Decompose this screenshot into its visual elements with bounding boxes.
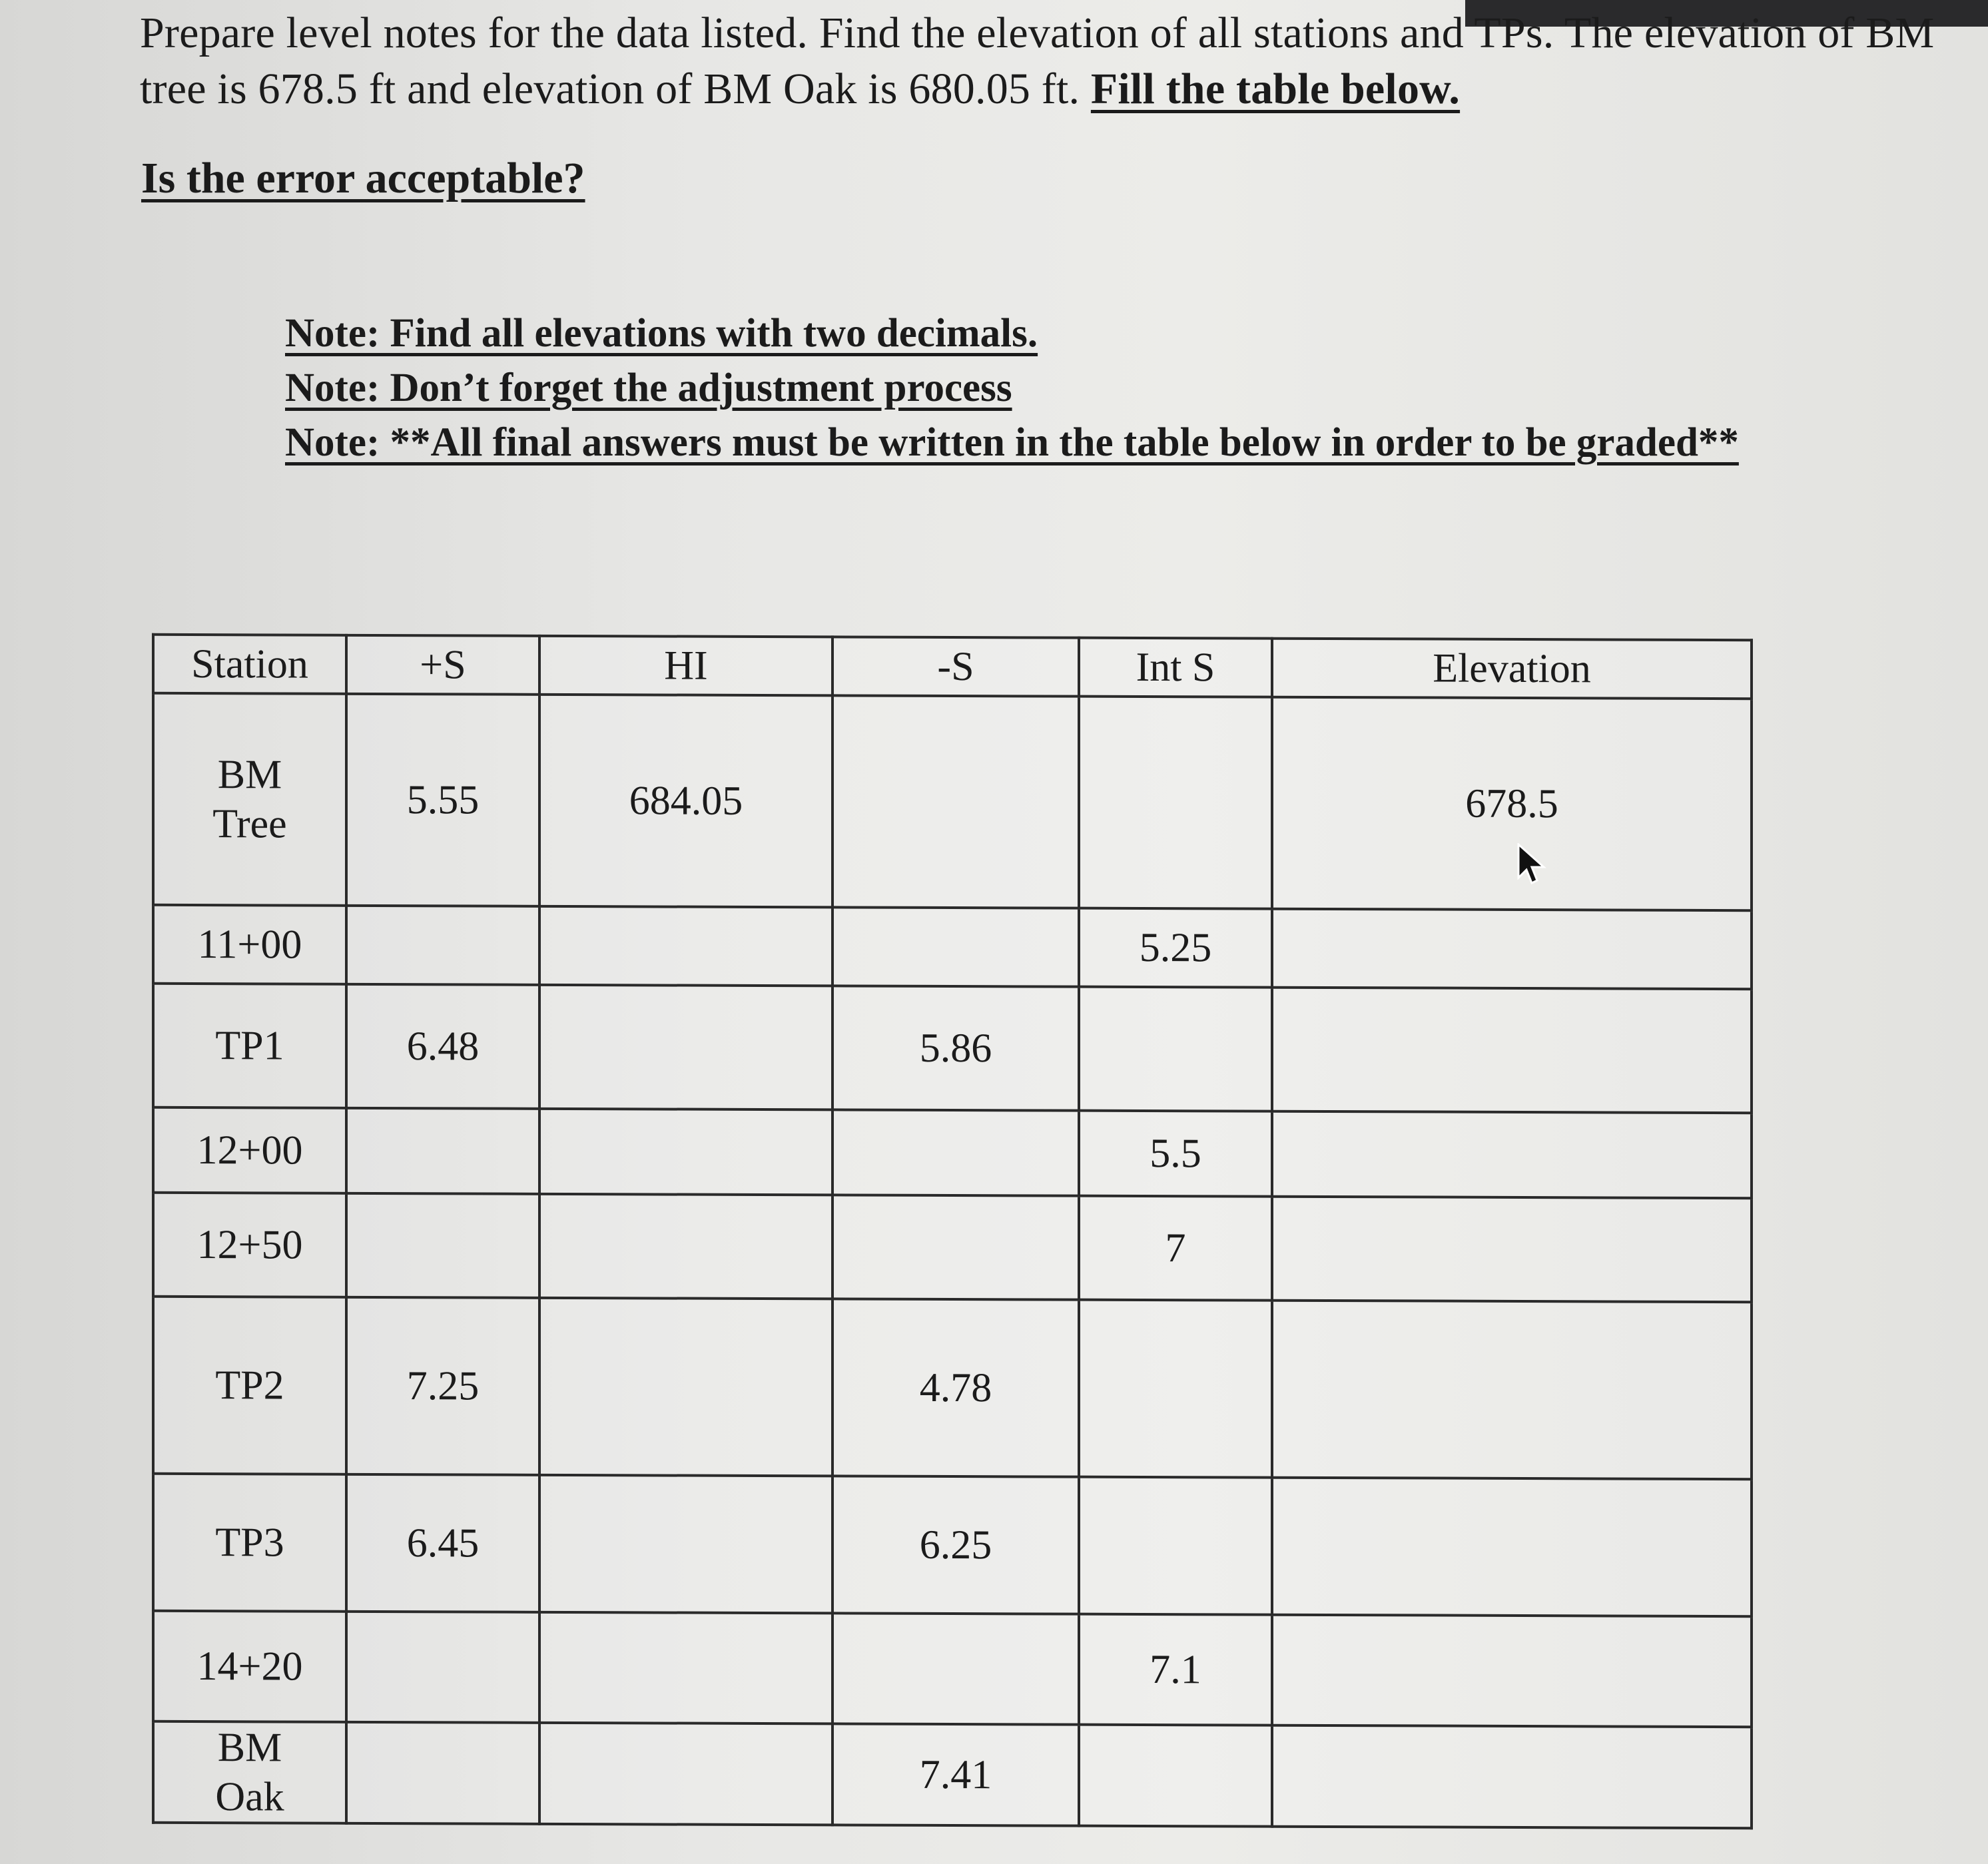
int-s-cell[interactable] (1079, 1300, 1272, 1478)
int-s-cell[interactable]: 5.5 (1079, 1111, 1272, 1197)
int-s-cell[interactable] (1079, 1725, 1272, 1827)
table-header-row (153, 635, 1752, 699)
plus-s-cell[interactable] (346, 1612, 539, 1723)
hi-cell[interactable] (539, 985, 832, 1110)
minus-s-cell[interactable] (832, 1195, 1079, 1299)
plus-s-cell[interactable]: 6.45 (346, 1474, 539, 1612)
minus-s-cell[interactable] (832, 1613, 1079, 1724)
note-grading: Note: **All final answers must be written in the table below in order to be graded** (285, 420, 1739, 465)
notes-block (285, 306, 1739, 470)
station-cell: BM Tree (153, 693, 346, 906)
elevation-cell[interactable] (1272, 1725, 1752, 1829)
elevation-cell[interactable]: 678.5 (1272, 697, 1752, 911)
table-row (153, 905, 1752, 989)
minus-s-cell[interactable]: 6.25 (832, 1476, 1079, 1614)
elevation-cell[interactable] (1272, 1111, 1752, 1199)
header-hi: HI (539, 636, 832, 696)
minus-s-cell[interactable] (832, 907, 1079, 986)
table-row (153, 1611, 1752, 1727)
plus-s-cell[interactable]: 7.25 (346, 1297, 539, 1475)
station-cell: TP1 (153, 984, 346, 1108)
minus-s-cell[interactable]: 7.41 (832, 1723, 1079, 1825)
fill-table-instruction: Fill the table below. (1090, 65, 1461, 113)
level-notes-table (152, 633, 1753, 1829)
int-s-cell[interactable] (1079, 1477, 1272, 1615)
table-row (153, 1193, 1752, 1302)
plus-s-cell[interactable]: 6.48 (346, 984, 539, 1109)
minus-s-cell[interactable] (832, 1109, 1079, 1195)
table-row (153, 1297, 1752, 1479)
int-s-cell[interactable] (1079, 697, 1272, 909)
hi-cell[interactable] (539, 906, 832, 986)
elevation-cell[interactable] (1272, 1301, 1752, 1480)
header-station: Station (153, 635, 346, 694)
instructions-body: Prepare level notes for the data listed. Find the elevation of all stations and TPs. The elevation of BM tree is 678.5 ft and elevation of BM Oak is 680.05 ft. (140, 9, 1935, 113)
instructions-text (140, 5, 1951, 117)
elevation-cell[interactable] (1272, 1615, 1752, 1727)
minus-s-cell[interactable]: 5.86 (832, 986, 1079, 1110)
hi-cell[interactable] (539, 1723, 832, 1825)
note-adjustment: Note: Don’t forget the adjustment process (285, 366, 1012, 410)
station-cell: 12+00 (153, 1107, 346, 1193)
plus-s-cell[interactable] (346, 1108, 539, 1194)
hi-cell[interactable] (539, 1298, 832, 1476)
hi-cell[interactable] (539, 1475, 832, 1614)
note-decimals: Note: Find all elevations with two decimals. (285, 311, 1038, 356)
header-minus-s: -S (832, 637, 1079, 696)
elevation-cell[interactable] (1272, 1197, 1752, 1303)
int-s-cell[interactable]: 7.1 (1079, 1614, 1272, 1725)
table-row (153, 1107, 1752, 1198)
table-row (153, 1721, 1752, 1828)
question-heading: Is the error acceptable? (141, 154, 585, 202)
plus-s-cell[interactable] (346, 1722, 539, 1824)
minus-s-cell[interactable] (832, 695, 1079, 908)
minus-s-cell[interactable]: 4.78 (832, 1299, 1079, 1476)
hi-cell[interactable] (539, 1612, 832, 1724)
station-cell: 11+00 (153, 905, 346, 984)
station-cell: TP3 (153, 1474, 346, 1612)
elevation-cell[interactable] (1272, 909, 1752, 990)
table-row (153, 1474, 1752, 1616)
int-s-cell[interactable]: 7 (1079, 1196, 1272, 1301)
station-cell: TP2 (153, 1297, 346, 1474)
hi-cell[interactable] (539, 1194, 832, 1299)
plus-s-cell[interactable]: 5.55 (346, 694, 539, 906)
int-s-cell[interactable]: 5.25 (1079, 908, 1272, 988)
level-notes-table-wrapper (152, 633, 1750, 1837)
int-s-cell[interactable] (1079, 987, 1272, 1111)
station-cell: 14+20 (153, 1611, 346, 1722)
header-plus-s: +S (346, 635, 539, 695)
instructions (140, 5, 1951, 117)
hi-cell[interactable]: 684.05 (539, 695, 832, 908)
header-int-s: Int S (1079, 638, 1272, 697)
table-row (153, 984, 1752, 1113)
table-row (153, 693, 1752, 910)
plus-s-cell[interactable] (346, 906, 539, 985)
elevation-cell[interactable] (1272, 1478, 1752, 1617)
hi-cell[interactable] (539, 1109, 832, 1195)
mouse-pointer-icon (1516, 843, 1550, 886)
station-cell: 12+50 (153, 1193, 346, 1297)
station-cell: BM Oak (153, 1721, 346, 1823)
header-elevation: Elevation (1272, 639, 1752, 699)
plus-s-cell[interactable] (346, 1193, 539, 1298)
elevation-cell[interactable] (1272, 988, 1752, 1113)
